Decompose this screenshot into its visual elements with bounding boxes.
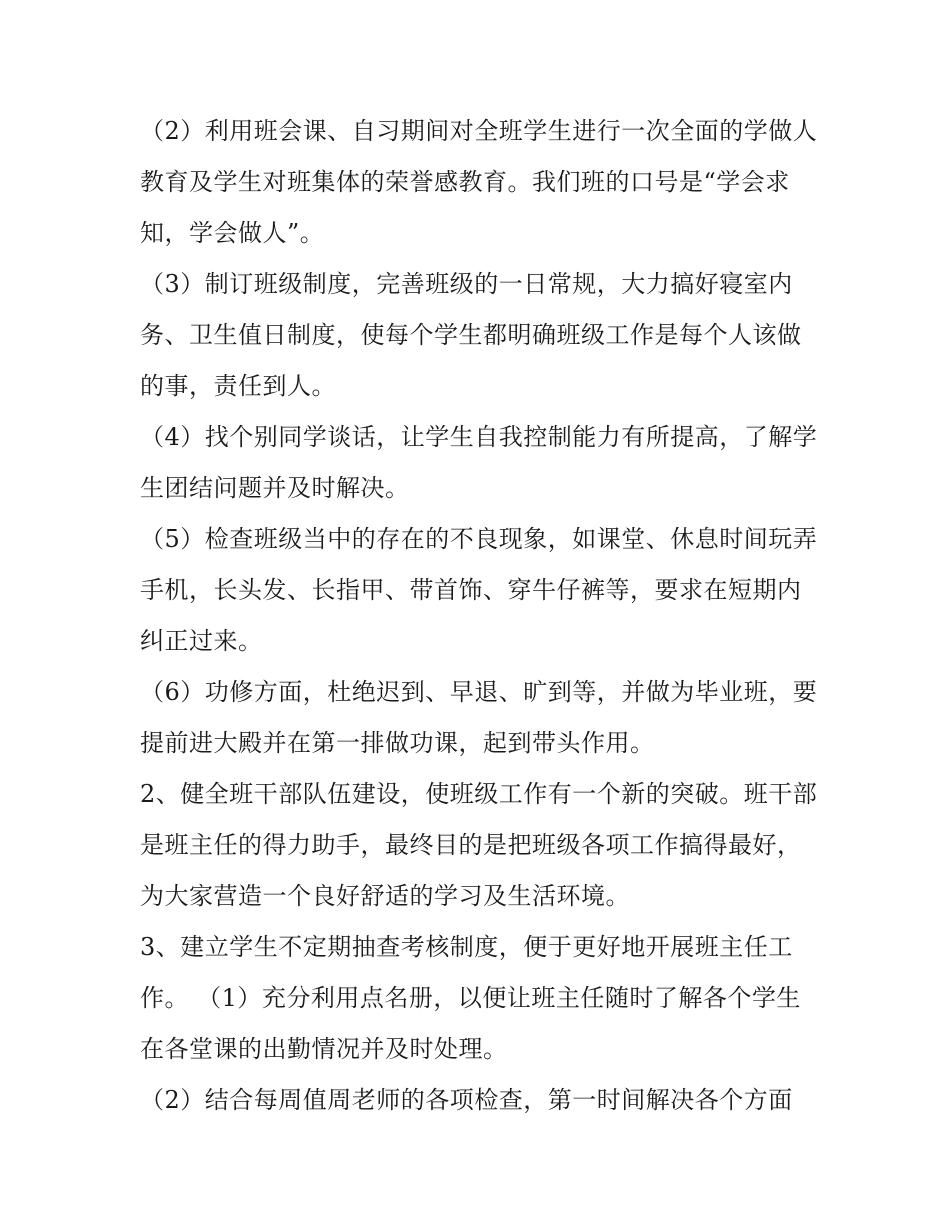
paragraph-item-3: （3）制订班级制度，完善班级的一日常规，大力搞好寝室内务、卫生值日制度，使每个学生都明确班级工作是每个人该做的事，责任到人。 [140,270,802,400]
paragraph-item-2b: （2）结合每周值周老师的各项检查，第一时间解决各个方面 [140,1086,793,1114]
paragraph-section-2: 2、健全班干部队伍建设，使班级工作有一个新的突破。班干部是班主任的得力助手，最终目的是把班级各项工作搞得最好，为大家营造一个良好舒适的学习及生活环境。 [140,780,818,910]
paragraph-item-2: （2）利用班会课、自习期间对全班学生进行一次全面的学做人教育及学生对班集体的荣誉感教育。我们班的口号是“学会求知，学会做人”。 [140,117,818,247]
paragraph-item-6: （6）功修方面，杜绝迟到、早退、旷到等，并做为毕业班，要提前进大殿并在第一排做功课，起到带头作用。 [140,678,818,757]
paragraph-section-3: 3、建立学生不定期抽查考核制度，便于更好地开展班主任工作。 （1）充分利用点名册，以便让班主任随时了解各个学生在各堂课的出勤情况并及时处理。 [140,933,801,1063]
paragraph-item-5: （5）检查班级当中的存在的不良现象，如课堂、休息时间玩弄手机，长头发、长指甲、带首饰、穿牛仔裤等，要求在短期内纠正过来。 [140,525,818,655]
document-body [140,106,820,1126]
paragraph-item-4: （4）找个别同学谈话，让学生自我控制能力有所提高，了解学生团结问题并及时解决。 [140,423,818,502]
